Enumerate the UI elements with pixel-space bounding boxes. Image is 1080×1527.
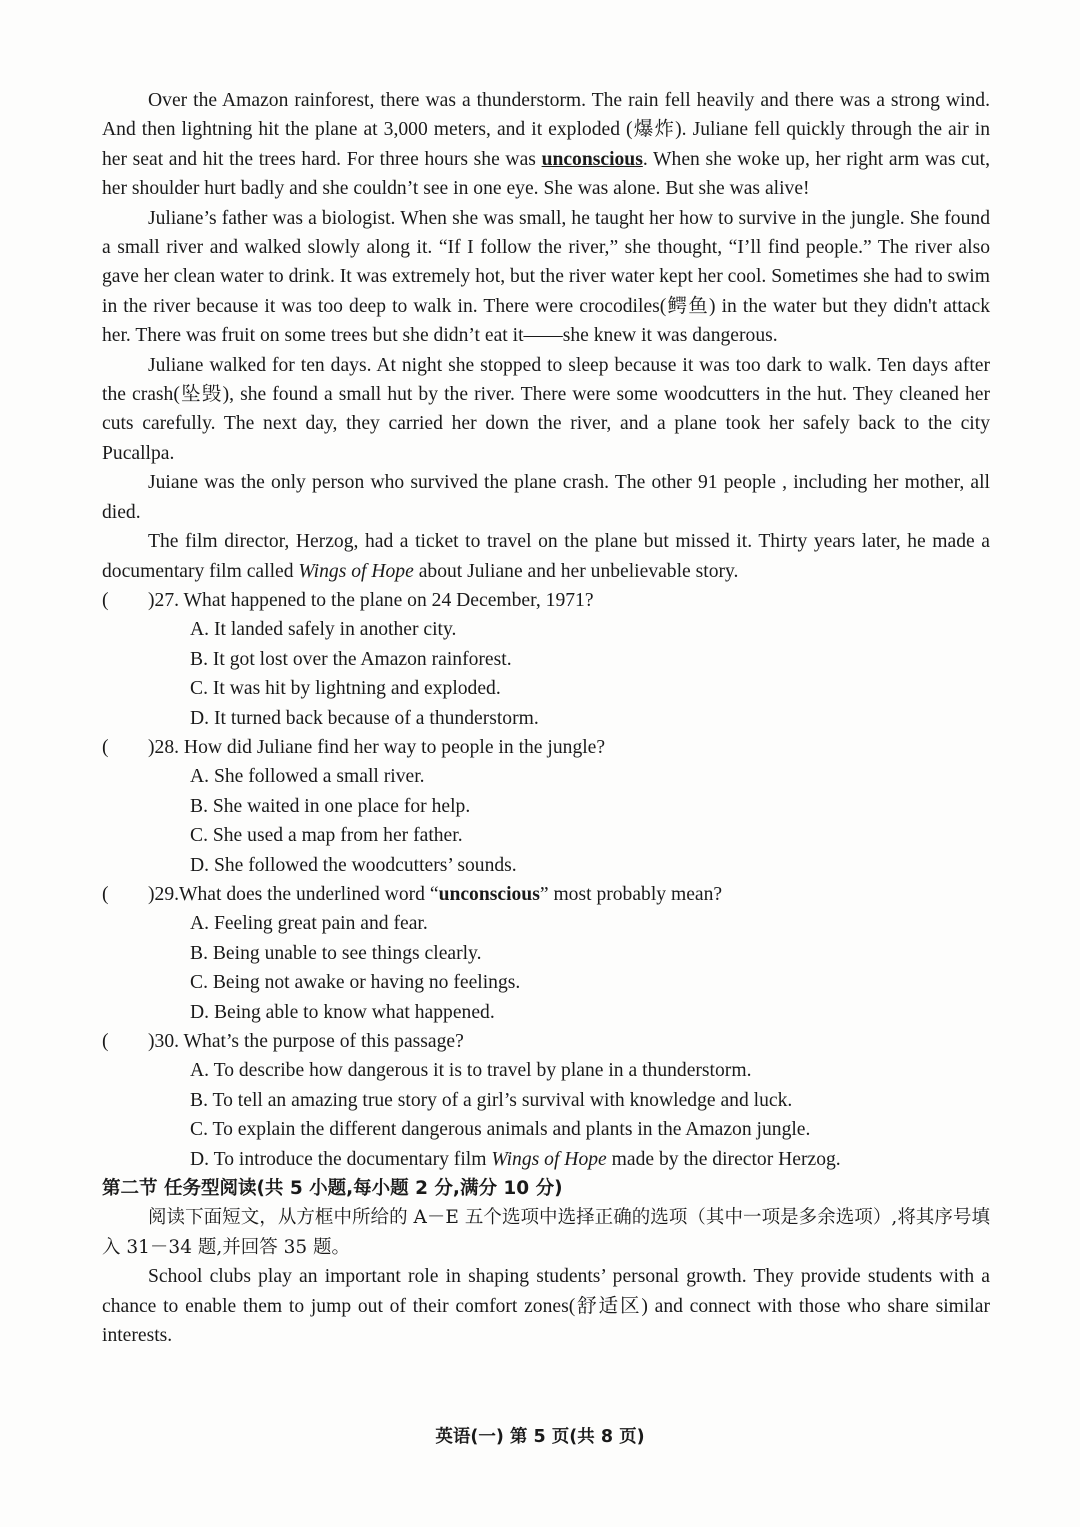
option-28-a: A. She followed a small river. xyxy=(190,766,425,788)
answer-blank[interactable]: ( xyxy=(102,736,109,758)
answer-blank[interactable]: ( xyxy=(102,883,109,905)
question-27 xyxy=(102,586,990,615)
passage-paragraph-1: Over the Amazon rainforest, there was a thunderstorm. The rain fell heavily and there was a strong wind. And then lightning hit the plane at 3,000 meters, and it exploded (爆炸). Juliane fell quickly through the air in her seat and hit the trees hard. For three hours she was unconscious. When she woke up, her right arm was cut, her shoulder hurt badly and she couldn’t see in one eye. She was alone. But she was alive! xyxy=(102,90,990,200)
option-27-a: A. It landed safely in another city. xyxy=(190,619,457,641)
passage-paragraph-5: The film director, Herzog, had a ticket to travel on the plane but missed it. Thirty years later, he made a documentary film called Wings of Hope about Juliane and her unbelievable story. xyxy=(102,531,990,582)
underlined-word: unconscious xyxy=(541,148,643,170)
option-27-c: C. It was hit by lightning and exploded. xyxy=(190,678,501,700)
option-30-a: A. To describe how dangerous it is to travel by plane in a thunderstorm. xyxy=(190,1060,752,1082)
section-heading: 第二节 任务型阅读(共 5 小题,每小题 2 分,满分 10 分) xyxy=(102,1178,563,1200)
option-28-b: B. She waited in one place for help. xyxy=(190,795,471,817)
option-30-c: C. To explain the different dangerous animals and plants in the Amazon jungle. xyxy=(190,1119,811,1141)
question-stem: )27. What happened to the plane on 24 December, 1971? xyxy=(148,589,594,611)
answer-blank[interactable]: ( xyxy=(102,589,109,611)
section-intro-paragraph: School clubs play an important role in shaping students’ personal growth. They provide students with a chance to enable them to jump out of their comfort zones(舒适区) and connect with those who share similar interests. xyxy=(102,1266,990,1347)
section-instruction: 阅读下面短文，从方框中所给的 A－E 五个选项中选择正确的选项（其中一项是多余选项）,将其序号填入 31－34 题,并回答 35 题。 xyxy=(102,1207,990,1258)
question-28 xyxy=(102,733,990,762)
option-29-b: B. Being unable to see things clearly. xyxy=(190,942,482,964)
passage-paragraph-3: Juliane walked for ten days. At night she stopped to sleep because it was too dark to walk. Ten days after the crash(坠毁), she found a small hut by the river. There were some woodcutters in the hut. They cleaned her cuts carefully. The next day, they carried her down the river, and a plane took her safely back to the city Pucallpa. xyxy=(102,354,990,464)
option-27-d: D. It turned back because of a thunderstorm. xyxy=(190,707,539,729)
question-stem: )30. What’s the purpose of this passage? xyxy=(148,1031,464,1052)
option-28-c: C. She used a map from her father. xyxy=(190,825,463,847)
page-content xyxy=(102,86,990,1350)
option-30-d: D. To introduce the documentary film Wings of Hope made by the director Herzog. xyxy=(190,1148,841,1170)
page-footer: 英语(一) 第 5 页(共 8 页) xyxy=(435,1427,645,1447)
answer-blank[interactable]: ( xyxy=(102,1031,109,1052)
option-28-d: D. She followed the woodcutters’ sounds. xyxy=(190,854,517,876)
question-29 xyxy=(102,880,990,909)
question-30 xyxy=(102,1027,990,1056)
film-title: Wings of Hope xyxy=(491,1148,607,1170)
option-30-b: B. To tell an amazing true story of a girl’s survival with knowledge and luck. xyxy=(190,1089,793,1111)
passage-paragraph-4: Juiane was the only person who survived the plane crash. The other 91 people , including her mother, all died. xyxy=(102,472,990,523)
option-29-d: D. Being able to know what happened. xyxy=(190,1001,495,1023)
option-29-a: A. Feeling great pain and fear. xyxy=(190,913,428,935)
option-27-b: B. It got lost over the Amazon rainforest. xyxy=(190,648,512,670)
question-stem: )29.What does the underlined word “unconscious” most probably mean? xyxy=(148,883,723,905)
option-29-c: C. Being not awake or having no feelings. xyxy=(190,972,521,994)
film-title: Wings of Hope xyxy=(298,560,414,582)
passage-paragraph-2: Juliane’s father was a biologist. When she was small, he taught her how to survive in the jungle. She found a small river and walked slowly along it. “If I follow the river,” she thought, “I’ll find people.” The river also gave her clean water to drink. It was extremely hot, but the river water kept her cool. Sometimes she had to swim in the river because it was too deep to walk in. There were crocodiles(鳄鱼) in the water but they didn't attack her. There was fruit on some trees but she didn’t eat it——she knew it was dangerous. xyxy=(102,207,990,347)
question-stem: )28. How did Juliane find her way to people in the jungle? xyxy=(148,736,606,758)
